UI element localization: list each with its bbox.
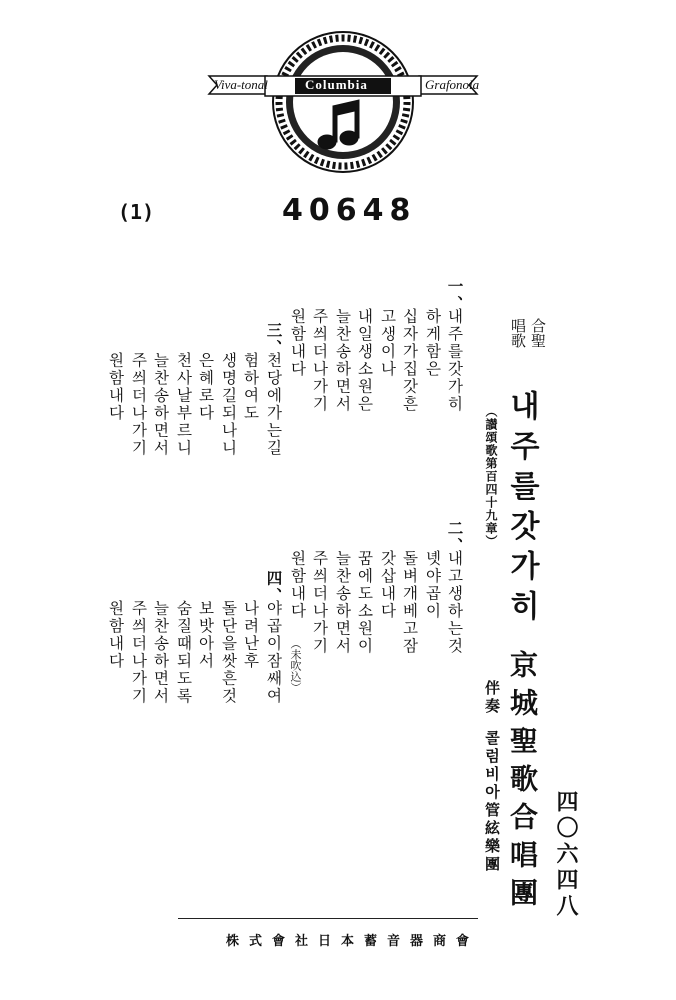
logo-viva-tonal-text: Viva-tonal <box>214 77 268 92</box>
verse3-line4: 은혜로다 <box>196 352 215 422</box>
verse3-line2: 험하여도 <box>241 352 260 422</box>
orchestra-name: 콜럼비아管絃樂團 <box>483 730 501 874</box>
verse2-line7: 주씌더나가기 <box>310 550 329 655</box>
hymn-note: （讃頌歌第百四十九章） <box>484 405 498 548</box>
verse4-line4: 보밧아서 <box>196 600 215 670</box>
columbia-emblem-icon <box>205 28 481 176</box>
verse2-line6: 늘찬송하면서 <box>333 550 352 655</box>
verse2-line8: 원함내다 <box>288 550 307 620</box>
verse1-line2: 하게함은 <box>423 308 442 378</box>
accompaniment-label: 伴奏 <box>483 680 501 716</box>
company-name: 株式會社日本蓄音器商會 <box>226 934 480 949</box>
choir-name: 京城聖歌合唱團 <box>506 650 539 916</box>
disc-side-label: (1) <box>118 200 155 224</box>
verse4-line2: 나려난후 <box>241 600 260 670</box>
footer-divider <box>178 918 478 919</box>
verse3-number: 三、 <box>264 322 283 357</box>
logo-columbia-text: Columbia <box>305 77 368 92</box>
verse1-line7: 주씌더나가기 <box>310 308 329 413</box>
record-number: 40648 <box>282 193 417 228</box>
verse3-line5: 천사날부르니 <box>174 352 193 457</box>
verse3-line7: 주씌더나가기 <box>129 352 148 457</box>
logo-grafonola-text: Grafonola <box>425 77 480 92</box>
verse1-line8: 원함내다 <box>288 308 307 378</box>
verse4-line3: 돌단을쌋흔것 <box>219 600 238 705</box>
verse4-line5: 숨질때되도록 <box>174 600 193 705</box>
verse4-line7: 주씌더나가기 <box>129 600 148 705</box>
verse1-line6: 늘찬송하면서 <box>333 308 352 413</box>
verse2-line2: 녯야곱이 <box>423 550 442 620</box>
verse2-line3: 돌벼개베고잠 <box>400 550 419 655</box>
genre-line1: 合聖 <box>529 318 547 348</box>
song-title: 내주를갓가히 <box>504 390 539 630</box>
verse2-line5: 꿈에도소원이 <box>355 550 374 655</box>
unrecorded-note: （未吹込） <box>289 638 302 693</box>
verse2-number: 二、 <box>445 520 464 555</box>
catalog-number-kanji: 四〇六四八 <box>553 790 579 920</box>
genre-line2: 唱歌 <box>509 318 527 348</box>
verse4-line1: 야곱이잠쌔여 <box>264 600 283 705</box>
verse3-line3: 생명길되나니 <box>219 352 238 457</box>
verse1-line1: 내주를갓가히 <box>445 308 464 413</box>
verse2-line4: 갓삽내다 <box>378 550 397 620</box>
verse1-number: 一、 <box>445 278 464 313</box>
verse1-line5: 내일생소원은 <box>355 308 374 413</box>
verse3-line1: 천당에가는길 <box>264 352 283 457</box>
verse2-line1: 내고생하는것 <box>445 550 464 655</box>
verse1-line3: 십자가집갓흔 <box>400 308 419 413</box>
columbia-logo <box>205 28 481 176</box>
verse3-line8: 원함내다 <box>106 352 125 422</box>
verse4-line6: 늘찬송하면서 <box>151 600 170 705</box>
verse1-line4: 고생이나 <box>378 308 397 378</box>
verse4-line8: 원함내다 <box>106 600 125 670</box>
verse4-number: 四、 <box>264 570 283 605</box>
verse3-line6: 늘찬송하면서 <box>151 352 170 457</box>
